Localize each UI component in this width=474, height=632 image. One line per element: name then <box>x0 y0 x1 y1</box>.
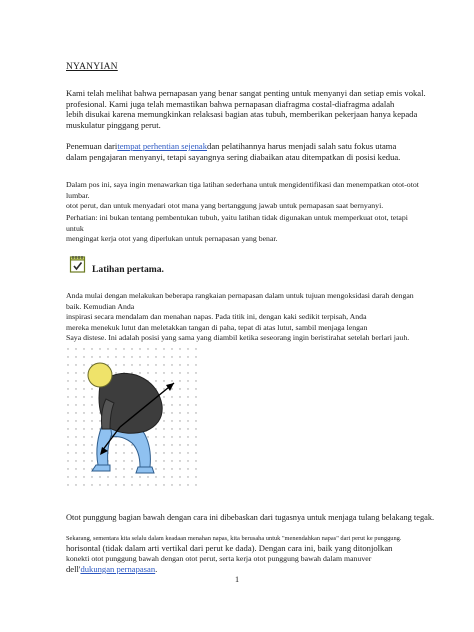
paragraph-discovery <box>66 141 426 162</box>
text-line: dalam pengajaran menyanyi, tetapi sayangnya sering diabaikan atau ditempatkan di posisi kedua. <box>66 151 401 162</box>
paragraph-intro <box>66 88 426 130</box>
text-line: muskulatur pinggang perut. <box>66 119 161 130</box>
paragraph-attention <box>66 213 426 245</box>
paragraph-instructions <box>66 291 426 344</box>
section-heading: Latihan pertama. <box>92 264 164 275</box>
text-line: mengingat kerja otot yang diperlukan untuk pernapasan yang benar. <box>66 234 278 243</box>
figure-caption: Otot punggung bagian bawah dengan cara ini dibebaskan dari tugasnya untuk menjaga tulang belakang tegak. <box>66 513 435 522</box>
notepad-check-icon <box>68 254 88 274</box>
text-span: dell' <box>66 564 81 574</box>
text-line: Perhatian: ini bukan tentang pembentukan tubuh, yaitu latihan tidak digunakan untuk memperkuat otot, tetapi untuk <box>66 213 408 233</box>
page-number: 1 <box>234 575 240 584</box>
text-span: Penemuan dari <box>66 141 118 151</box>
text-span: . <box>155 564 158 574</box>
page-title: NYANYIAN <box>66 62 118 72</box>
text-line: horisontal (tidak dalam arti vertikal dari perut ke dada). Dengan cara ini, baik yang ditonjolkan <box>66 543 393 553</box>
text-line: otot perut, dan untuk menyadari otot mana yang bertanggung jawab untuk pernapasan saat bernyanyi. <box>66 201 384 210</box>
text-line: konekti otot punggung bawah dengan otot perut, serta kerja otot punggung bawah dalam manuver <box>66 553 372 563</box>
text-line: mereka menekuk lutut dan meletakkan tangan di paha, tepat di atas lutut, sambil menjaga lengan <box>66 322 368 332</box>
paragraph-exercises <box>66 180 426 212</box>
text-line: Anda mulai dengan melakukan beberapa rangkaian pernapasan dalam untuk tujuan mengoksidasi darah dengan baik. Kemudian Anda <box>66 291 414 311</box>
text-line: lebih disukai karena memungkinkan relaksasi bagian atas tubuh, memberikan pekerjaan hanya kepada <box>66 109 418 119</box>
text-line-small: Sekarang, sementara kita selalu dalam keadaan menahan napas, kita berusaha untuk "menendahkan napas" dari perut ke punggung. <box>66 535 402 542</box>
text-line: Saya distese. Ini adalah posisi yang sama yang diambil ketika seseorang ingin beristirahat setelah berlari jauh. <box>66 333 410 342</box>
text-line: inspirasi secara mendalam dan menahan napas. Pada titik ini, dengan kaki sedikit terpisah, Anda <box>66 312 367 321</box>
text-line: Kami telah melihat bahwa pernapasan yang benar sangat penting untuk menyanyi dan setiap emis vokal. <box>66 88 426 98</box>
text-line: profesional. Kami juga telah memastikan bahwa pernapasan diafragma costal-diafragma adalah <box>66 98 395 109</box>
posture-illustration <box>66 347 198 487</box>
text-span: dan pelatihannya harus menjadi salah satu fokus utama <box>207 141 397 151</box>
text-line: Dalam pos ini, saya ingin menawarkan tiga latihan sederhana untuk mengidentifikasi dan menempatkan otot-otot lumbar. <box>66 180 419 200</box>
link-dukungan-pernapasan[interactable]: dukungan pernapasan <box>80 564 156 574</box>
paragraph-breathing <box>66 534 426 575</box>
link-tempat-perhentian[interactable]: tempat perhentian sejenak <box>117 141 208 151</box>
